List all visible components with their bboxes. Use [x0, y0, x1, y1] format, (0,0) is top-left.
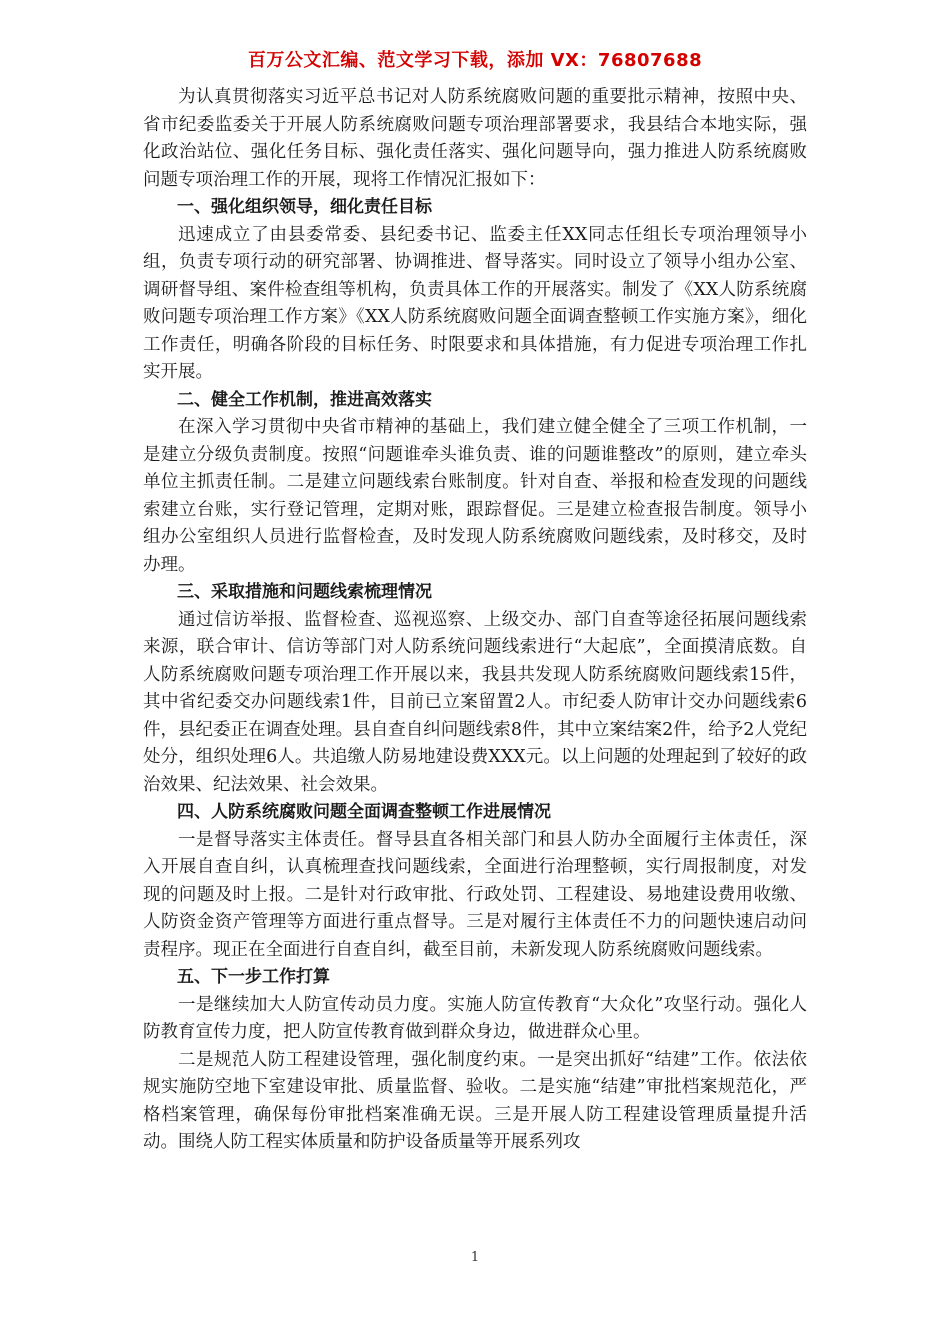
section-heading: 四、人防系统腐败问题全面调查整顿工作进展情况 [177, 802, 551, 822]
intro-paragraph: 为认真贯彻落实习近平总书记对人防系统腐败问题的重要批示精神，按照中央、省市纪委监委关于开展人防系统腐败问题专项治理部署要求，我县结合本地实际，强化政治站位、强化任务目标、强化责任落实、强化问题导向，强力推进人防系统腐败问题专项治理工作的开展，现将工作情况汇报如下： [143, 87, 807, 190]
section-paragraph: 迅速成立了由县委常委、县纪委书记、监委主任XX同志任组长专项治理领导小组，负责专项行动的研究部署、协调推进、督导落实。同时设立了领导小组办公室、调研督导组、案件检查组等机构，负责具体工作的开展落实。制发了《XX人防系统腐败问题专项治理工作方案》《XX人防系统腐败问题全面调查整顿工作实施方案》，细化工作责任，明确各阶段的目标任务、时限要求和具体措施，有力促进专项治理工作扎实开展。 [143, 224, 807, 382]
section-heading: 二、健全工作机制，推进高效落实 [177, 389, 432, 410]
section-paragraph: 通过信访举报、监督检查、巡视巡察、上级交办、部门自查等途径拓展问题线索来源，联合审计、信访等部门对人防系统问题线索进行“大起底”，全面摸清底数。自人防系统腐败问题专项治理工作开展以来，我县共发现人防系统腐败问题线索15件，其中省纪委交办问题线索1件，目前已立案留置2人。市纪委人防审计交办问题线索6件，县纪委正在调查处理。县自查自纠问题线索8件，其中立案结案2件，给予2人党纪处分，组织处理6人。共追缴人防易地建设费XXX元。以上问题的处理起到了较好的政治效果、纪法效果、社会效果。 [143, 609, 807, 795]
section-paragraph: 在深入学习贯彻中央省市精神的基础上，我们建立健全健全了三项工作机制，一是建立分级负责制度。按照“问题谁牵头谁负责、谁的问题谁整改”的原则，建立牵头单位主抓责任制。二是建立问题线索台账制度。针对自查、举报和检查发现的问题线索建立台账，实行登记管理，定期对账，跟踪督促。三是建立检查报告制度。领导小组办公室组织人员进行监督检查，及时发现人防系统腐败问题线索，及时移交，及时办理。 [143, 417, 807, 575]
section-paragraph: 一是督导落实主体责任。督导县直各相关部门和县人防办全面履行主体责任，深入开展自查自纠，认真梳理查找问题线索，全面进行治理整顿，实行周报制度，对发现的问题及时上报。二是针对行政审批、行政处罚、工程建设、易地建设费用收缴、人防资金资产管理等方面进行重点督导。三是对履行主体责任不力的问题快速启动问责程序。现正在全面进行自查自纠，截至目前，未新发现人防系统腐败问题线索。 [143, 829, 807, 960]
section-heading: 五、下一步工作打算 [177, 967, 330, 987]
page-number: 1 [470, 1250, 480, 1265]
watermark-banner: 百万公文汇编、范文学习下载，添加 VX：76807688 [247, 50, 703, 71]
section-heading: 三、采取措施和问题线索梳理情况 [177, 582, 432, 602]
section-paragraph: 一是继续加大人防宣传动员力度。实施人防宣传教育“大众化”攻坚行动。强化人防教育宣传力度，把人防宣传教育做到群众身边，做进群众心里。 [143, 994, 807, 1042]
section-heading: 一、强化组织领导，细化责任目标 [177, 197, 432, 217]
section-paragraph: 二是规范人防工程建设管理，强化制度约束。一是突出抓好“结建”工作。依法依规实施防空地下室建设审批、质量监督、验收。二是实施“结建”审批档案规范化，严格档案管理，确保每份审批档案准确无误。三是开展人防工程建设管理质量提升活动。围绕人防工程实体质量和防护设备质量等开展系列攻 [143, 1049, 807, 1152]
document-body [143, 84, 807, 1157]
